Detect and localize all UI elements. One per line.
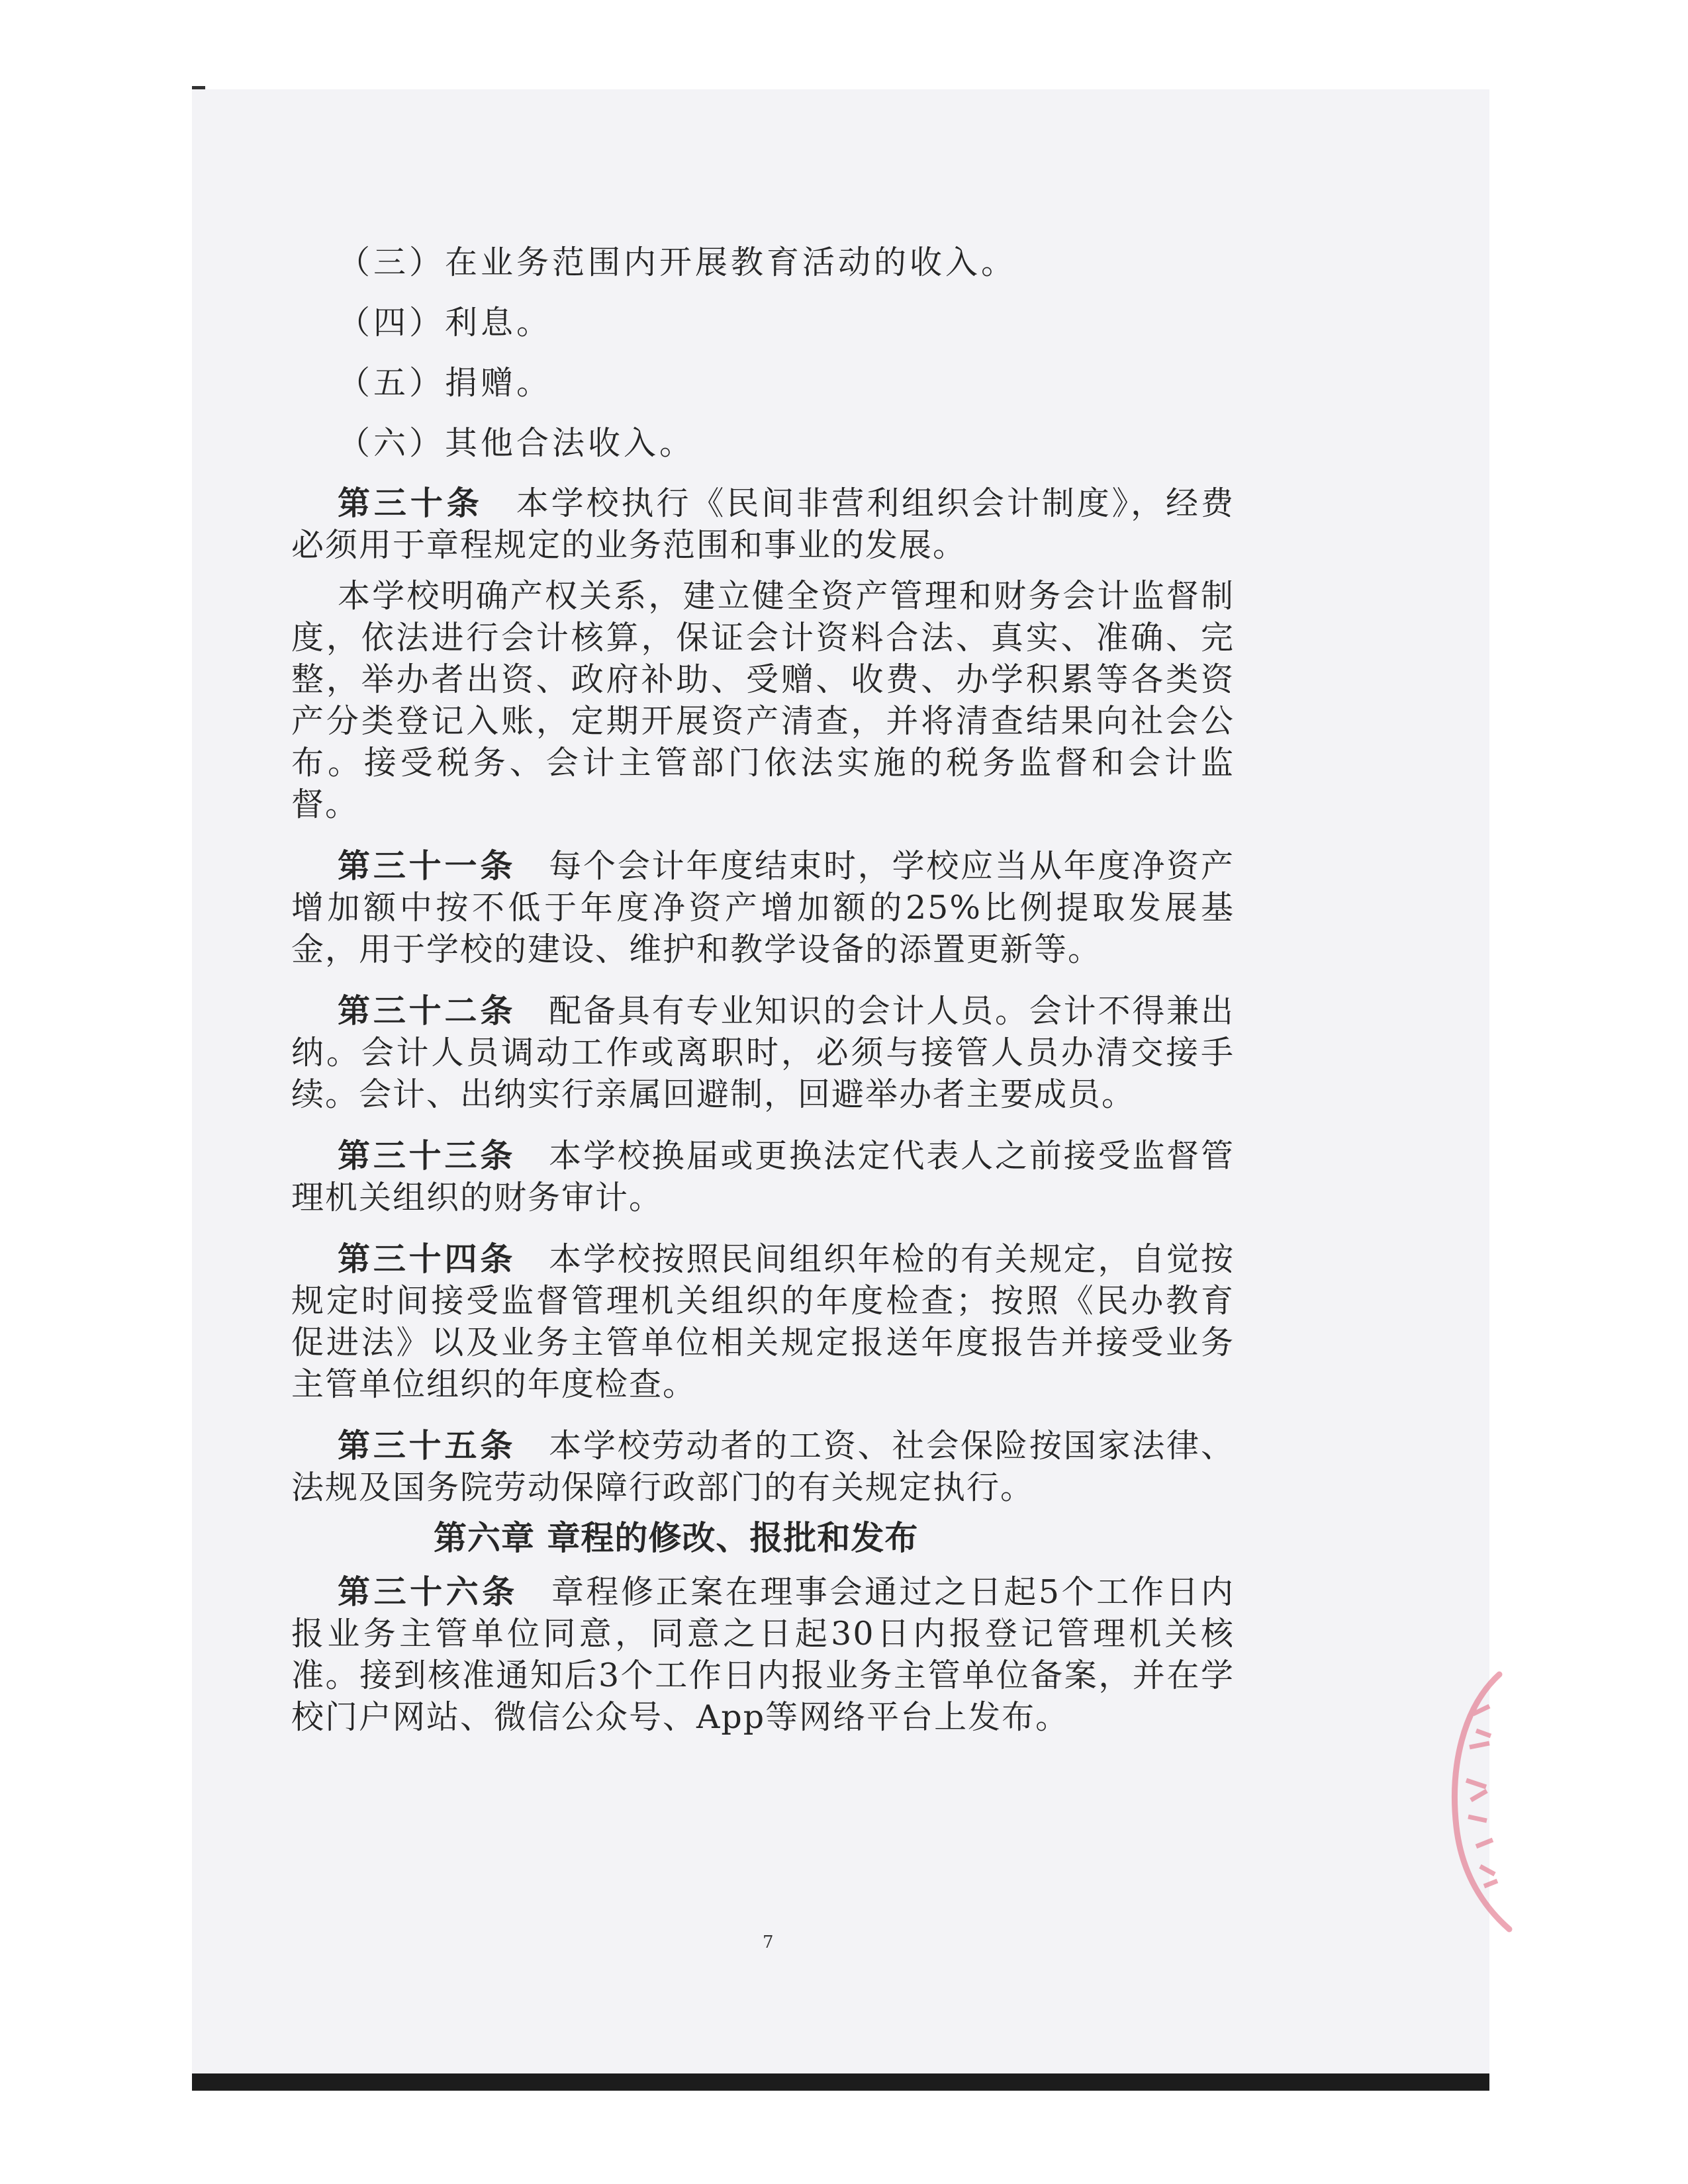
article-34-text: 本学校按照民间组织年检的有关规定，自觉按规定时间接受监督管理机关组织的年度检查；按照《民办教育促进法》以及业务主管单位相关规定报送年度报告并接受业务主管单位组织的年度检查。 bbox=[291, 1240, 1235, 1403]
list-item-income-3: （三）在业务范围内开展教育活动的收入。 bbox=[338, 244, 1017, 281]
list-item-income-4: （四）利息。 bbox=[338, 304, 553, 341]
seal-stamp-icon bbox=[1436, 1668, 1516, 1933]
article-36-number: 第三十六条 bbox=[338, 1573, 518, 1611]
chapter-title: 第六章 章程的修改、报批和发布 bbox=[434, 1519, 919, 1557]
article-36 bbox=[291, 1571, 1235, 1738]
article-31 bbox=[291, 845, 1235, 970]
list-item-income-6: （六）其他合法收入。 bbox=[338, 424, 696, 462]
article-32-number: 第三十二条 bbox=[338, 992, 516, 1030]
list-item-income-5: （五）捐赠。 bbox=[338, 364, 553, 402]
page-number: 7 bbox=[763, 1933, 774, 1952]
article-32-text: 配备具有专业知识的会计人员。会计不得兼出纳。会计人员调动工作或离职时，必须与接管人员办清交接手续。会计、出纳实行亲属回避制，回避举办者主要成员。 bbox=[291, 992, 1235, 1113]
article-31-text: 每个会计年度结束时，学校应当从年度净资产增加额中按不低于年度净资产增加额的25%比例提取发展基金，用于学校的建设、维护和教学设备的添置更新等。 bbox=[291, 847, 1235, 968]
article-36-text: 章程修正案在理事会通过之日起5个工作日内报业务主管单位同意，同意之日起30日内报登记管理机关核准。接到核准通知后3个工作日内报业务主管单位备案，并在学校门户网站、微信公众号、App等网络平台上发布。 bbox=[291, 1573, 1235, 1736]
article-33-number: 第三十三条 bbox=[338, 1137, 516, 1175]
article-34-number: 第三十四条 bbox=[338, 1240, 516, 1278]
article-32 bbox=[291, 990, 1235, 1115]
article-30-paragraph-2: 本学校明确产权关系，建立健全资产管理和财务会计监督制度，依法进行会计核算，保证会计资料合法、真实、准确、完整，举办者出资、政府补助、受赠、收费、办学积累等各类资产分类登记入账，定期开展资产清查，并将清查结果向社会公布。接受税务、会计主管部门依法实施的税务监督和会计监督。 bbox=[291, 577, 1235, 823]
article-30-number: 第三十条 bbox=[338, 484, 483, 522]
article-30-text: 本学校执行《民间非营利组织会计制度》，经费必须用于章程规定的业务范围和事业的发展。 bbox=[291, 484, 1235, 564]
scan-bottom-edge bbox=[192, 2073, 1489, 2091]
article-31-number: 第三十一条 bbox=[338, 847, 516, 885]
article-35-number: 第三十五条 bbox=[338, 1427, 516, 1465]
article-30 bbox=[291, 482, 1235, 566]
article-33-text: 本学校换届或更换法定代表人之前接受监督管理机关组织的财务审计。 bbox=[291, 1137, 1235, 1216]
document-body bbox=[291, 242, 1235, 1747]
article-35 bbox=[291, 1425, 1235, 1508]
document-page bbox=[192, 89, 1489, 2078]
article-33 bbox=[291, 1135, 1235, 1218]
article-34 bbox=[291, 1238, 1235, 1405]
article-35-text: 本学校劳动者的工资、社会保险按国家法律、法规及国务院劳动保障行政部门的有关规定执行。 bbox=[291, 1427, 1235, 1506]
